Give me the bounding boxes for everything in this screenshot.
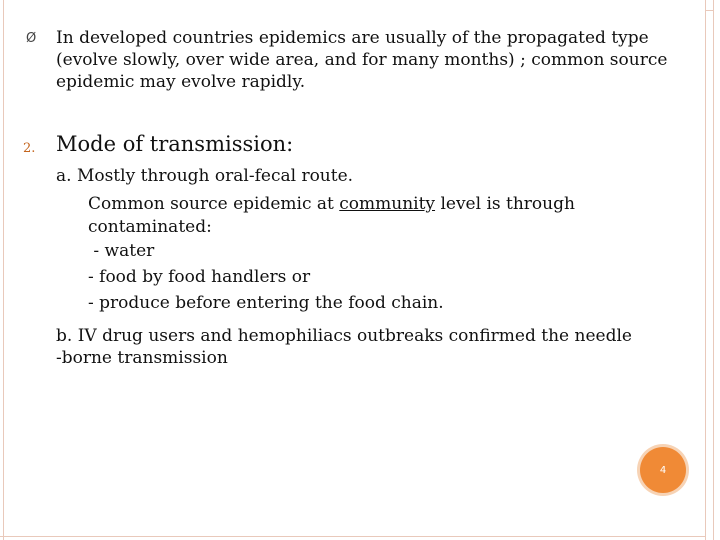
frame-right-line — [705, 0, 706, 540]
section-b-line2: -borne transmission — [56, 348, 228, 368]
frame-tick — [706, 10, 713, 11]
section-b-line1: b. IV drug users and hemophiliacs outbreaks confirmed the needle — [56, 326, 632, 346]
list-item-food: - food by food handlers or — [88, 267, 311, 287]
section-a-line1: a. Mostly through oral-fecal route. — [56, 166, 354, 186]
section-heading: Mode of transmission: — [56, 132, 294, 156]
arrow-bullet-icon: Ø — [26, 31, 37, 46]
list-item-water: - water — [88, 241, 155, 261]
intro-paragraph: In developed countries epidemics are usually of the propagated type (evolve slowly, over wide area, and for many months) ; common source epidemic may evolve rapidly. — [56, 28, 668, 92]
frame-left-line — [3, 0, 4, 540]
list-item-produce: - produce before entering the food chain. — [88, 293, 444, 313]
line2-before: Common source epidemic at — [88, 194, 340, 214]
section-a-line3: contaminated: — [88, 217, 212, 237]
numbered-bullet: 2. — [23, 141, 36, 156]
section-a-line2 — [88, 193, 575, 215]
line2-after: level is through — [435, 194, 575, 214]
underlined-word: community — [339, 194, 436, 214]
frame-bottom-line — [0, 536, 705, 537]
frame-right-inner-line — [713, 0, 714, 540]
page-number-badge: 4 — [640, 447, 686, 493]
